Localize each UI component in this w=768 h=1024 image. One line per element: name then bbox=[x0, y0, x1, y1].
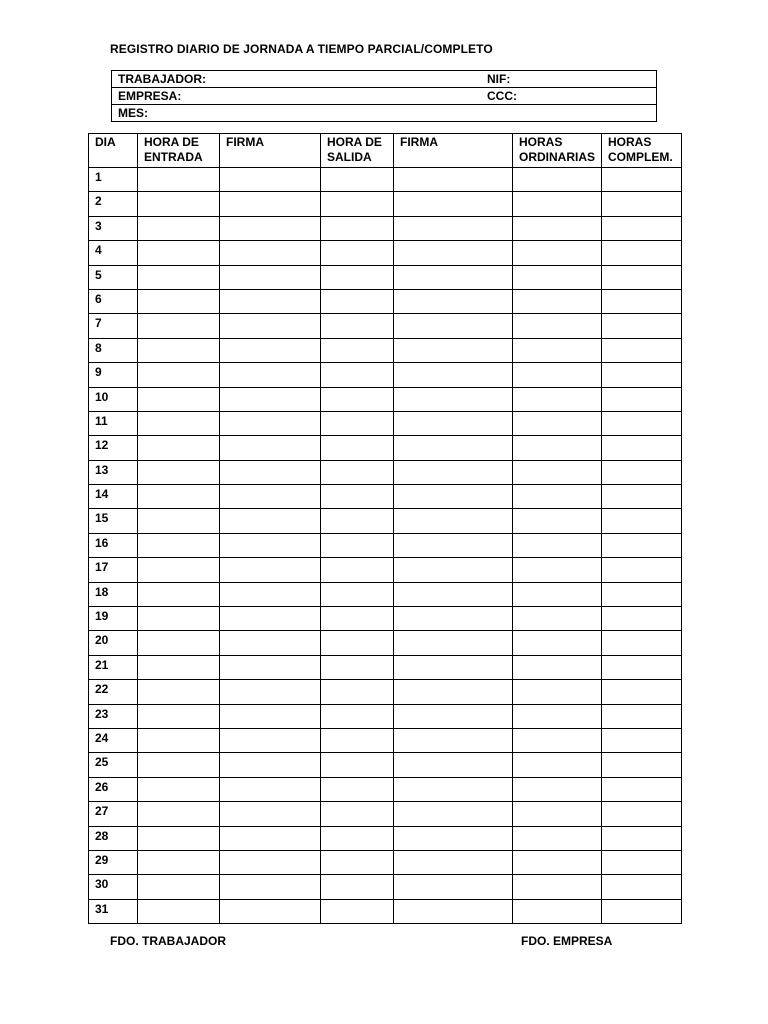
table-row bbox=[89, 582, 682, 606]
table-row bbox=[89, 680, 682, 704]
table-row bbox=[89, 533, 682, 557]
hora-salida-cell[interactable] bbox=[321, 655, 394, 679]
table-row bbox=[89, 850, 682, 874]
firma-entrada-cell[interactable] bbox=[220, 777, 321, 801]
horas-ordinarias-cell[interactable] bbox=[513, 704, 602, 728]
hora-salida-cell[interactable] bbox=[321, 241, 394, 265]
horas-complem-cell[interactable] bbox=[602, 241, 682, 265]
horas-complem-cell[interactable] bbox=[602, 289, 682, 313]
table-row bbox=[89, 192, 682, 216]
daily-register-table bbox=[88, 133, 682, 924]
horas-complem-cell[interactable] bbox=[602, 607, 682, 631]
empresa-label: EMPRESA: bbox=[118, 89, 182, 103]
firma-entrada-cell[interactable] bbox=[220, 802, 321, 826]
horas-ordinarias-cell[interactable] bbox=[513, 875, 602, 899]
firma-salida-cell[interactable] bbox=[394, 802, 513, 826]
hora-salida-cell[interactable] bbox=[321, 460, 394, 484]
hora-salida-cell[interactable] bbox=[321, 826, 394, 850]
table-row bbox=[89, 216, 682, 240]
firma-entrada-cell[interactable] bbox=[220, 850, 321, 874]
table-row bbox=[89, 289, 682, 313]
day-cell: 9 bbox=[89, 363, 138, 387]
hora-salida-cell[interactable] bbox=[321, 314, 394, 338]
info-row-empresa bbox=[112, 88, 656, 105]
header-horas-ordinarias: HORAS ORDINARIAS bbox=[513, 134, 602, 168]
horas-complem-cell[interactable] bbox=[602, 436, 682, 460]
horas-ordinarias-cell[interactable] bbox=[513, 387, 602, 411]
firma-entrada-cell[interactable] bbox=[220, 387, 321, 411]
horas-ordinarias-cell[interactable] bbox=[513, 363, 602, 387]
table-row bbox=[89, 460, 682, 484]
firma-entrada-cell[interactable] bbox=[220, 363, 321, 387]
firma-salida-cell[interactable] bbox=[394, 875, 513, 899]
horas-ordinarias-cell[interactable] bbox=[513, 168, 602, 192]
horas-ordinarias-cell[interactable] bbox=[513, 509, 602, 533]
table-row bbox=[89, 802, 682, 826]
firma-entrada-cell[interactable] bbox=[220, 168, 321, 192]
day-cell: 13 bbox=[89, 460, 138, 484]
hora-entrada-cell[interactable] bbox=[138, 826, 220, 850]
hora-entrada-cell[interactable] bbox=[138, 728, 220, 752]
hora-entrada-cell[interactable] bbox=[138, 411, 220, 435]
nif-label: NIF: bbox=[487, 72, 511, 86]
day-cell: 22 bbox=[89, 680, 138, 704]
horas-complem-cell[interactable] bbox=[602, 387, 682, 411]
table-row bbox=[89, 509, 682, 533]
horas-complem-cell[interactable] bbox=[602, 802, 682, 826]
hora-entrada-cell[interactable] bbox=[138, 168, 220, 192]
firma-entrada-cell[interactable] bbox=[220, 728, 321, 752]
firma-salida-cell[interactable] bbox=[394, 533, 513, 557]
horas-ordinarias-cell[interactable] bbox=[513, 192, 602, 216]
day-cell: 27 bbox=[89, 802, 138, 826]
firma-entrada-cell[interactable] bbox=[220, 436, 321, 460]
horas-complem-cell[interactable] bbox=[602, 411, 682, 435]
firma-entrada-cell[interactable] bbox=[220, 582, 321, 606]
hora-entrada-cell[interactable] bbox=[138, 485, 220, 509]
firma-salida-cell[interactable] bbox=[394, 680, 513, 704]
table-row bbox=[89, 314, 682, 338]
hora-salida-cell[interactable] bbox=[321, 704, 394, 728]
firma-salida-cell[interactable] bbox=[394, 631, 513, 655]
hora-salida-cell[interactable] bbox=[321, 363, 394, 387]
horas-ordinarias-cell[interactable] bbox=[513, 485, 602, 509]
hora-entrada-cell[interactable] bbox=[138, 850, 220, 874]
horas-complem-cell[interactable] bbox=[602, 899, 682, 923]
table-row bbox=[89, 265, 682, 289]
hora-salida-cell[interactable] bbox=[321, 436, 394, 460]
firma-entrada-cell[interactable] bbox=[220, 875, 321, 899]
horas-complem-cell[interactable] bbox=[602, 338, 682, 362]
firma-entrada-cell[interactable] bbox=[220, 607, 321, 631]
horas-ordinarias-cell[interactable] bbox=[513, 753, 602, 777]
horas-ordinarias-cell[interactable] bbox=[513, 216, 602, 240]
day-cell: 1 bbox=[89, 168, 138, 192]
hora-salida-cell[interactable] bbox=[321, 168, 394, 192]
table-row bbox=[89, 168, 682, 192]
hora-salida-cell[interactable] bbox=[321, 387, 394, 411]
firma-salida-cell[interactable] bbox=[394, 728, 513, 752]
horas-ordinarias-cell[interactable] bbox=[513, 533, 602, 557]
worker-signature-label: FDO. TRABAJADOR bbox=[110, 934, 226, 948]
header-firma-entrada: FIRMA bbox=[220, 134, 321, 168]
firma-salida-cell[interactable] bbox=[394, 168, 513, 192]
table-row bbox=[89, 899, 682, 923]
hora-salida-cell[interactable] bbox=[321, 338, 394, 362]
table-row bbox=[89, 777, 682, 801]
hora-entrada-cell[interactable] bbox=[138, 558, 220, 582]
firma-salida-cell[interactable] bbox=[394, 826, 513, 850]
firma-entrada-cell[interactable] bbox=[220, 411, 321, 435]
horas-ordinarias-cell[interactable] bbox=[513, 558, 602, 582]
hora-salida-cell[interactable] bbox=[321, 509, 394, 533]
hora-entrada-cell[interactable] bbox=[138, 460, 220, 484]
day-cell: 14 bbox=[89, 485, 138, 509]
table-row bbox=[89, 338, 682, 362]
day-cell: 16 bbox=[89, 533, 138, 557]
horas-ordinarias-cell[interactable] bbox=[513, 680, 602, 704]
table-header-row bbox=[89, 134, 682, 168]
horas-complem-cell[interactable] bbox=[602, 631, 682, 655]
day-cell: 12 bbox=[89, 436, 138, 460]
firma-entrada-cell[interactable] bbox=[220, 826, 321, 850]
day-cell: 2 bbox=[89, 192, 138, 216]
table-body bbox=[89, 168, 682, 924]
firma-salida-cell[interactable] bbox=[394, 582, 513, 606]
firma-salida-cell[interactable] bbox=[394, 607, 513, 631]
ccc-label: CCC: bbox=[487, 89, 517, 103]
table-row bbox=[89, 607, 682, 631]
horas-ordinarias-cell[interactable] bbox=[513, 241, 602, 265]
hora-entrada-cell[interactable] bbox=[138, 387, 220, 411]
day-cell: 15 bbox=[89, 509, 138, 533]
table-row bbox=[89, 728, 682, 752]
horas-ordinarias-cell[interactable] bbox=[513, 777, 602, 801]
hora-entrada-cell[interactable] bbox=[138, 582, 220, 606]
firma-entrada-cell[interactable] bbox=[220, 753, 321, 777]
horas-ordinarias-cell[interactable] bbox=[513, 289, 602, 313]
table-row bbox=[89, 875, 682, 899]
table-row bbox=[89, 558, 682, 582]
firma-salida-cell[interactable] bbox=[394, 192, 513, 216]
firma-entrada-cell[interactable] bbox=[220, 631, 321, 655]
day-cell: 30 bbox=[89, 875, 138, 899]
firma-salida-cell[interactable] bbox=[394, 314, 513, 338]
day-cell: 11 bbox=[89, 411, 138, 435]
hora-entrada-cell[interactable] bbox=[138, 704, 220, 728]
header-dia: DIA bbox=[89, 134, 138, 168]
day-cell: 5 bbox=[89, 265, 138, 289]
mes-label: MES: bbox=[118, 106, 148, 120]
firma-entrada-cell[interactable] bbox=[220, 533, 321, 557]
hora-entrada-cell[interactable] bbox=[138, 899, 220, 923]
hora-salida-cell[interactable] bbox=[321, 411, 394, 435]
hora-entrada-cell[interactable] bbox=[138, 607, 220, 631]
firma-salida-cell[interactable] bbox=[394, 241, 513, 265]
hora-entrada-cell[interactable] bbox=[138, 655, 220, 679]
header-hora-entrada: HORA DE ENTRADA bbox=[138, 134, 220, 168]
hora-salida-cell[interactable] bbox=[321, 533, 394, 557]
firma-entrada-cell[interactable] bbox=[220, 192, 321, 216]
horas-ordinarias-cell[interactable] bbox=[513, 265, 602, 289]
hora-salida-cell[interactable] bbox=[321, 777, 394, 801]
firma-salida-cell[interactable] bbox=[394, 289, 513, 313]
hora-salida-cell[interactable] bbox=[321, 216, 394, 240]
firma-salida-cell[interactable] bbox=[394, 753, 513, 777]
firma-salida-cell[interactable] bbox=[394, 850, 513, 874]
table-row bbox=[89, 387, 682, 411]
horas-complem-cell[interactable] bbox=[602, 655, 682, 679]
horas-ordinarias-cell[interactable] bbox=[513, 460, 602, 484]
hora-salida-cell[interactable] bbox=[321, 850, 394, 874]
firma-salida-cell[interactable] bbox=[394, 411, 513, 435]
horas-complem-cell[interactable] bbox=[602, 826, 682, 850]
hora-entrada-cell[interactable] bbox=[138, 289, 220, 313]
table-row bbox=[89, 436, 682, 460]
firma-entrada-cell[interactable] bbox=[220, 241, 321, 265]
horas-ordinarias-cell[interactable] bbox=[513, 850, 602, 874]
horas-complem-cell[interactable] bbox=[602, 850, 682, 874]
day-cell: 10 bbox=[89, 387, 138, 411]
table-row bbox=[89, 485, 682, 509]
day-cell: 18 bbox=[89, 582, 138, 606]
hora-entrada-cell[interactable] bbox=[138, 631, 220, 655]
day-cell: 17 bbox=[89, 558, 138, 582]
firma-entrada-cell[interactable] bbox=[220, 460, 321, 484]
horas-complem-cell[interactable] bbox=[602, 314, 682, 338]
page-title: REGISTRO DIARIO DE JORNADA A TIEMPO PARCIAL/COMPLETO bbox=[110, 42, 493, 56]
hora-entrada-cell[interactable] bbox=[138, 265, 220, 289]
hora-salida-cell[interactable] bbox=[321, 899, 394, 923]
horas-ordinarias-cell[interactable] bbox=[513, 802, 602, 826]
hora-entrada-cell[interactable] bbox=[138, 314, 220, 338]
horas-ordinarias-cell[interactable] bbox=[513, 338, 602, 362]
firma-entrada-cell[interactable] bbox=[220, 338, 321, 362]
hora-entrada-cell[interactable] bbox=[138, 363, 220, 387]
horas-complem-cell[interactable] bbox=[602, 192, 682, 216]
firma-entrada-cell[interactable] bbox=[220, 899, 321, 923]
info-row-trabajador bbox=[112, 71, 656, 88]
hora-entrada-cell[interactable] bbox=[138, 777, 220, 801]
hora-salida-cell[interactable] bbox=[321, 631, 394, 655]
horas-ordinarias-cell[interactable] bbox=[513, 314, 602, 338]
firma-salida-cell[interactable] bbox=[394, 216, 513, 240]
hora-entrada-cell[interactable] bbox=[138, 802, 220, 826]
day-cell: 26 bbox=[89, 777, 138, 801]
firma-entrada-cell[interactable] bbox=[220, 265, 321, 289]
day-cell: 8 bbox=[89, 338, 138, 362]
hora-salida-cell[interactable] bbox=[321, 192, 394, 216]
firma-salida-cell[interactable] bbox=[394, 485, 513, 509]
firma-salida-cell[interactable] bbox=[394, 363, 513, 387]
hora-entrada-cell[interactable] bbox=[138, 509, 220, 533]
firma-entrada-cell[interactable] bbox=[220, 314, 321, 338]
horas-ordinarias-cell[interactable] bbox=[513, 436, 602, 460]
horas-complem-cell[interactable] bbox=[602, 168, 682, 192]
horas-ordinarias-cell[interactable] bbox=[513, 411, 602, 435]
firma-entrada-cell[interactable] bbox=[220, 655, 321, 679]
firma-entrada-cell[interactable] bbox=[220, 485, 321, 509]
hora-entrada-cell[interactable] bbox=[138, 875, 220, 899]
firma-entrada-cell[interactable] bbox=[220, 680, 321, 704]
horas-ordinarias-cell[interactable] bbox=[513, 728, 602, 752]
hora-entrada-cell[interactable] bbox=[138, 216, 220, 240]
hora-entrada-cell[interactable] bbox=[138, 533, 220, 557]
firma-salida-cell[interactable] bbox=[394, 777, 513, 801]
info-row-mes bbox=[112, 105, 656, 121]
horas-complem-cell[interactable] bbox=[602, 363, 682, 387]
horas-ordinarias-cell[interactable] bbox=[513, 899, 602, 923]
header-hora-salida: HORA DE SALIDA bbox=[321, 134, 394, 168]
hora-entrada-cell[interactable] bbox=[138, 680, 220, 704]
horas-complem-cell[interactable] bbox=[602, 509, 682, 533]
day-cell: 21 bbox=[89, 655, 138, 679]
horas-complem-cell[interactable] bbox=[602, 460, 682, 484]
day-cell: 3 bbox=[89, 216, 138, 240]
firma-entrada-cell[interactable] bbox=[220, 289, 321, 313]
hora-salida-cell[interactable] bbox=[321, 680, 394, 704]
horas-complem-cell[interactable] bbox=[602, 558, 682, 582]
firma-salida-cell[interactable] bbox=[394, 899, 513, 923]
header-firma-salida: FIRMA bbox=[394, 134, 513, 168]
horas-complem-cell[interactable] bbox=[602, 485, 682, 509]
hora-entrada-cell[interactable] bbox=[138, 436, 220, 460]
firma-salida-cell[interactable] bbox=[394, 655, 513, 679]
horas-ordinarias-cell[interactable] bbox=[513, 582, 602, 606]
firma-salida-cell[interactable] bbox=[394, 704, 513, 728]
hora-salida-cell[interactable] bbox=[321, 485, 394, 509]
horas-ordinarias-cell[interactable] bbox=[513, 655, 602, 679]
table-row bbox=[89, 704, 682, 728]
table-row bbox=[89, 363, 682, 387]
horas-complem-cell[interactable] bbox=[602, 704, 682, 728]
horas-ordinarias-cell[interactable] bbox=[513, 631, 602, 655]
hora-salida-cell[interactable] bbox=[321, 558, 394, 582]
company-signature-label: FDO. EMPRESA bbox=[521, 934, 613, 948]
horas-complem-cell[interactable] bbox=[602, 875, 682, 899]
day-cell: 29 bbox=[89, 850, 138, 874]
table-row bbox=[89, 411, 682, 435]
hora-salida-cell[interactable] bbox=[321, 607, 394, 631]
horas-complem-cell[interactable] bbox=[602, 777, 682, 801]
firma-entrada-cell[interactable] bbox=[220, 704, 321, 728]
header-horas-complem: HORAS COMPLEM. bbox=[602, 134, 682, 168]
day-cell: 25 bbox=[89, 753, 138, 777]
trabajador-label: TRABAJADOR: bbox=[118, 72, 206, 86]
horas-complem-cell[interactable] bbox=[602, 582, 682, 606]
firma-salida-cell[interactable] bbox=[394, 265, 513, 289]
firma-entrada-cell[interactable] bbox=[220, 509, 321, 533]
day-cell: 28 bbox=[89, 826, 138, 850]
firma-salida-cell[interactable] bbox=[394, 338, 513, 362]
hora-entrada-cell[interactable] bbox=[138, 753, 220, 777]
firma-salida-cell[interactable] bbox=[394, 387, 513, 411]
hora-salida-cell[interactable] bbox=[321, 289, 394, 313]
hora-salida-cell[interactable] bbox=[321, 265, 394, 289]
horas-complem-cell[interactable] bbox=[602, 753, 682, 777]
hora-salida-cell[interactable] bbox=[321, 875, 394, 899]
firma-salida-cell[interactable] bbox=[394, 436, 513, 460]
day-cell: 4 bbox=[89, 241, 138, 265]
day-cell: 19 bbox=[89, 607, 138, 631]
day-cell: 20 bbox=[89, 631, 138, 655]
firma-salida-cell[interactable] bbox=[394, 558, 513, 582]
horas-complem-cell[interactable] bbox=[602, 728, 682, 752]
firma-entrada-cell[interactable] bbox=[220, 216, 321, 240]
horas-ordinarias-cell[interactable] bbox=[513, 826, 602, 850]
hora-entrada-cell[interactable] bbox=[138, 192, 220, 216]
day-cell: 24 bbox=[89, 728, 138, 752]
day-cell: 23 bbox=[89, 704, 138, 728]
table-row bbox=[89, 241, 682, 265]
hora-salida-cell[interactable] bbox=[321, 728, 394, 752]
firma-salida-cell[interactable] bbox=[394, 460, 513, 484]
horas-complem-cell[interactable] bbox=[602, 265, 682, 289]
table-row bbox=[89, 753, 682, 777]
hora-entrada-cell[interactable] bbox=[138, 241, 220, 265]
firma-entrada-cell[interactable] bbox=[220, 558, 321, 582]
table-row bbox=[89, 826, 682, 850]
hora-salida-cell[interactable] bbox=[321, 753, 394, 777]
firma-salida-cell[interactable] bbox=[394, 509, 513, 533]
worker-info-box bbox=[111, 70, 657, 122]
horas-ordinarias-cell[interactable] bbox=[513, 607, 602, 631]
table-row bbox=[89, 631, 682, 655]
hora-entrada-cell[interactable] bbox=[138, 338, 220, 362]
horas-complem-cell[interactable] bbox=[602, 533, 682, 557]
hora-salida-cell[interactable] bbox=[321, 582, 394, 606]
horas-complem-cell[interactable] bbox=[602, 680, 682, 704]
hora-salida-cell[interactable] bbox=[321, 802, 394, 826]
table-row bbox=[89, 655, 682, 679]
day-cell: 7 bbox=[89, 314, 138, 338]
day-cell: 6 bbox=[89, 289, 138, 313]
horas-complem-cell[interactable] bbox=[602, 216, 682, 240]
day-cell: 31 bbox=[89, 899, 138, 923]
